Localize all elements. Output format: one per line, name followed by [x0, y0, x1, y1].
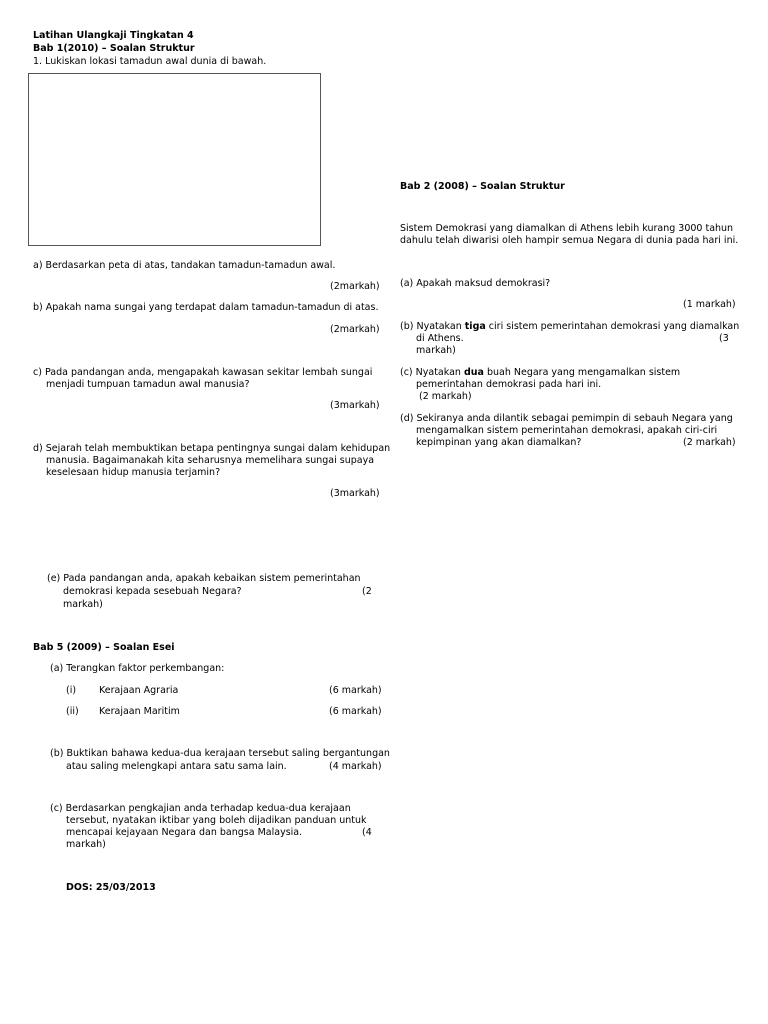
bab2-intro-line2: dahulu telah diwarisi oleh hampir semua Negara di dunia pada hari ini. — [400, 235, 739, 246]
question-1d-marks: (3markah) — [330, 488, 380, 499]
section-heading-bab1: Bab 1(2010) – Soalan Struktur — [33, 43, 195, 54]
question-5a-i-num: (i) — [66, 685, 77, 696]
question-2d-line2: mengamalkan sistem pemerintahan demokrasi, apakah ciri-ciri — [416, 425, 718, 436]
map-drawing-box — [28, 73, 321, 246]
question-5c-line3: mencapai kejayaan Negara dan bangsa Malaysia. — [66, 827, 303, 838]
question-2c-line1 — [400, 367, 680, 380]
question-5a-ii-marks: (6 markah) — [329, 706, 382, 717]
question-2c-marks: (2 markah) — [419, 391, 472, 402]
question-1-instruction: 1. Lukiskan lokasi tamadun awal dunia di bawah. — [33, 56, 267, 67]
question-2d-line3: kepimpinan yang akan diamalkan? — [416, 437, 582, 448]
question-1a: a) Berdasarkan peta di atas, tandakan tamadun-tamadun awal. — [33, 260, 336, 271]
question-1d-line2: manusia. Bagaimanakah kita seharusnya memelihara sungai supaya — [46, 455, 375, 466]
question-2c-pre: (c) Nyatakan — [400, 367, 464, 378]
question-1c-line1: c) Pada pandangan anda, mengapakah kawasan sekitar lembah sungai — [33, 367, 373, 378]
question-2b-marks: (3 — [719, 333, 729, 344]
question-2b-bold: tiga — [464, 321, 486, 332]
question-1d-line1: d) Sejarah telah membuktikan betapa pentingnya sungai dalam kehidupan — [33, 443, 391, 454]
question-5c-marks-cont: markah) — [66, 839, 106, 850]
question-2b-post: ciri sistem pemerintahan demokrasi yang diamalkan — [485, 321, 740, 332]
question-1a-marks: (2markah) — [330, 281, 380, 292]
section-heading-bab2: Bab 2 (2008) – Soalan Struktur — [400, 181, 565, 192]
question-1e-line1: (e) Pada pandangan anda, apakah kebaikan sistem pemerintahan — [47, 573, 361, 584]
question-2c-bold: dua — [463, 367, 484, 378]
question-2b-line1 — [400, 321, 739, 334]
question-2a-marks: (1 markah) — [683, 299, 736, 310]
question-5c-line2: tersebut, nyatakan iktibar yang boleh dijadikan panduan untuk — [66, 815, 367, 826]
dos-date: DOS: 25/03/2013 — [66, 882, 156, 893]
question-2d-marks: (2 markah) — [683, 437, 736, 448]
question-1c-line2: menjadi tumpuan tamadun awal manusia? — [46, 379, 250, 390]
question-5c-line1: (c) Berdasarkan pengkajian anda terhadap kedua-dua kerajaan — [50, 803, 351, 814]
bab2-intro-line1: Sistem Demokrasi yang diamalkan di Athens lebih kurang 3000 tahun — [400, 223, 734, 234]
question-5b-line1: (b) Buktikan bahawa kedua-dua kerajaan tersebut saling bergantungan — [50, 748, 390, 759]
question-5a-ii-label: Kerajaan Maritim — [99, 706, 180, 717]
question-5c-marks: (4 — [362, 827, 372, 838]
question-2a: (a) Apakah maksud demokrasi? — [400, 278, 551, 289]
question-2b-marks-cont: markah) — [416, 345, 456, 356]
section-heading-bab5: Bab 5 (2009) – Soalan Esei — [33, 642, 175, 653]
question-2c-post: buah Negara yang mengamalkan sistem — [483, 367, 681, 378]
question-5a-i-marks: (6 markah) — [329, 685, 382, 696]
question-1e-marks-cont: markah) — [63, 599, 103, 610]
question-1c-marks: (3markah) — [330, 400, 380, 411]
question-1d-line3: keselesaan hidup manusia terjamin? — [46, 467, 221, 478]
question-5a-ii-num: (ii) — [66, 706, 79, 717]
question-5a-i-label: Kerajaan Agraria — [99, 685, 179, 696]
question-5b-marks: (4 markah) — [329, 761, 382, 772]
question-1e-marks: (2 — [362, 586, 372, 597]
question-5a: (a) Terangkan faktor perkembangan: — [50, 663, 225, 674]
question-2b-line2: di Athens. — [416, 333, 464, 344]
question-5b-line2: atau saling melengkapi antara satu sama lain. — [66, 761, 287, 772]
question-2c-line2: pemerintahan demokrasi pada hari ini. — [416, 379, 602, 390]
question-2b-pre: (b) Nyatakan — [400, 321, 465, 332]
document-title: Latihan Ulangkaji Tingkatan 4 — [33, 30, 194, 41]
question-1b-marks: (2markah) — [330, 324, 380, 335]
question-2d-line1: (d) Sekiranya anda dilantik sebagai pemimpin di sebauh Negara yang — [400, 413, 733, 424]
question-1b: b) Apakah nama sungai yang terdapat dalam tamadun-tamadun di atas. — [33, 302, 379, 313]
question-1e-line2: demokrasi kepada sesebuah Negara? — [63, 586, 242, 597]
